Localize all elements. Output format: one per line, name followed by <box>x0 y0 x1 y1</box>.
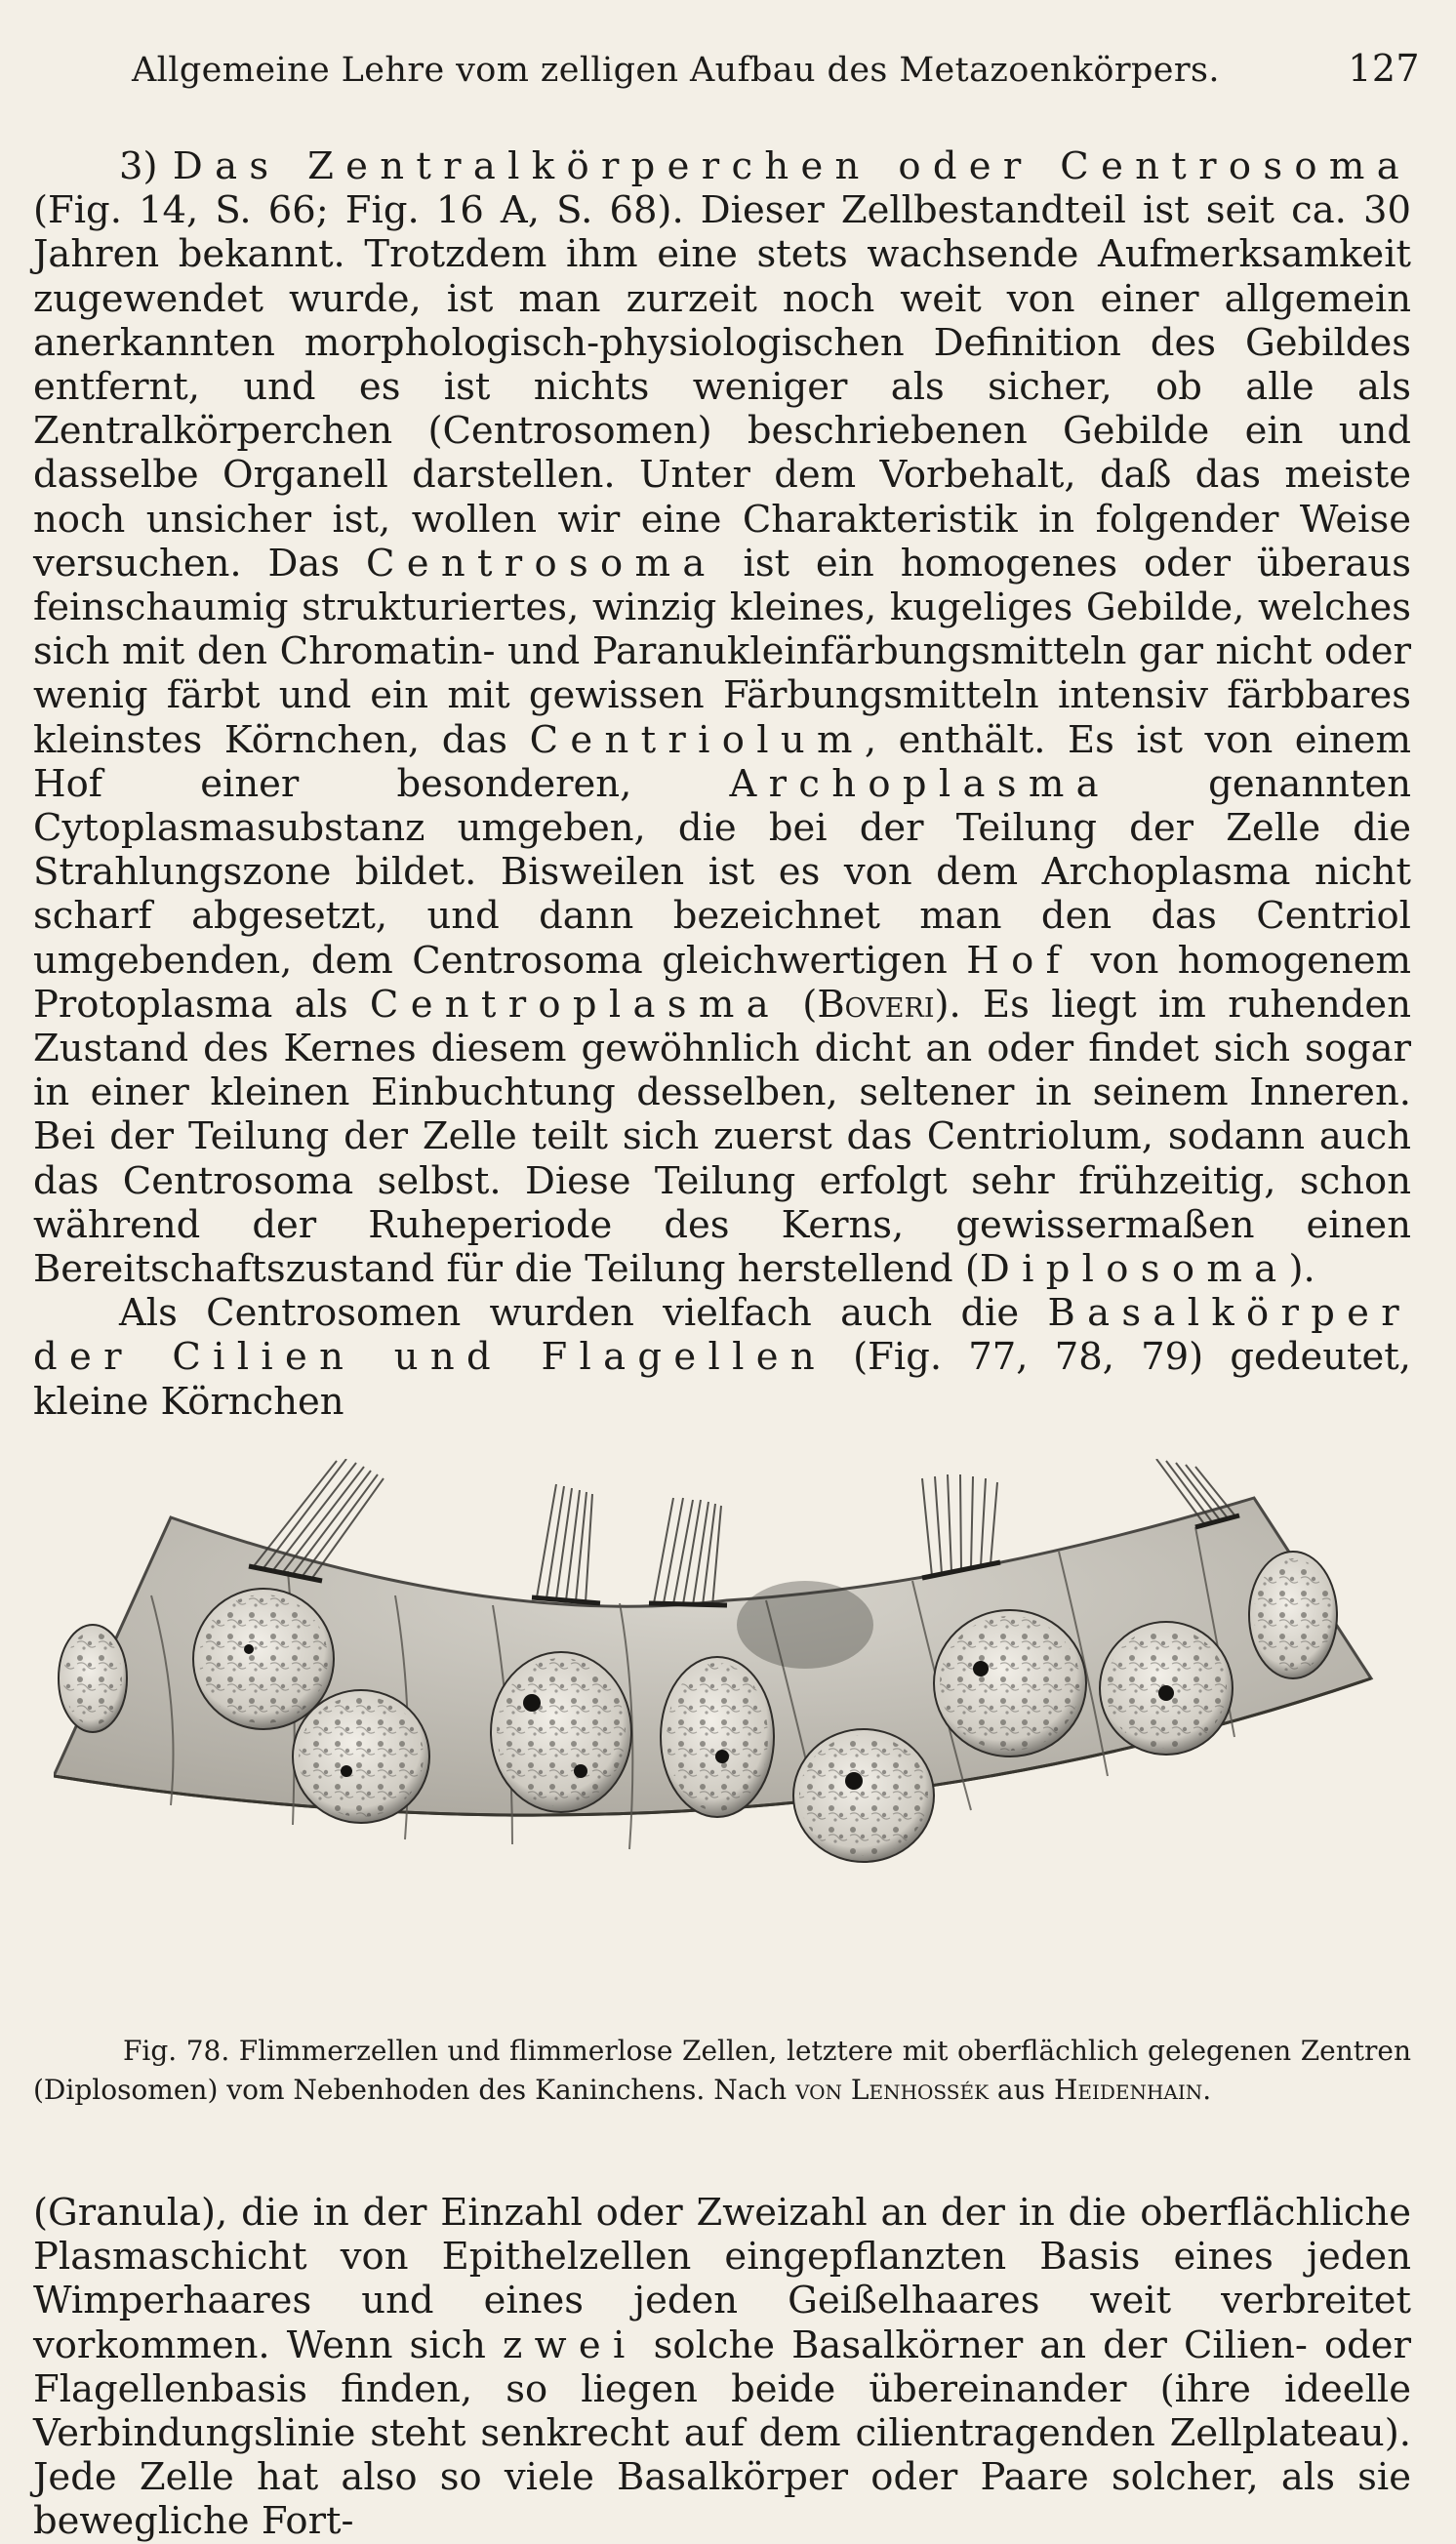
text-run: solche Basalkörner an der Cilien- oder Flagellenbasis finden, so liegen beide übereinander (ihre ideelle Verbindungslinie steht senkrecht auf dem cilientragenden Zellplateau). Jede Zelle hat also so viele Basalkörper oder Paare solcher, als sie bewegliche Fort- <box>33 2322 1411 2544</box>
page-number: 127 <box>1348 47 1420 90</box>
text-run: von homogenem Protoplasma als <box>33 938 1411 1027</box>
text-run: (Fig. 77, 78, 79) gedeutet, kleine Körnchen <box>33 1335 1411 1424</box>
text-run: genannten Cytoplasmasubstanz umgeben, die bei der Teilung der Zelle die Strahlungszone bildet. Bisweilen ist es von dem Archoplasma nicht scharf abgesetzt, und dann bezeichnet man den das Centriol umgebenden, dem Centrosoma gleichwertigen <box>33 761 1411 983</box>
spaced-term: Das Zentralkörperchen oder Centrosoma <box>172 144 1411 188</box>
paragraph-granula <box>33 2191 1411 2544</box>
spaced-term: Hof <box>966 938 1072 983</box>
caption-run: Fig. 78. Flimmerzellen und flimmerlose Zellen, letztere mit oberflächlich gelegenen Zentren (Diplosomen) vom Nebenhoden des Kaninchens. Nach <box>33 2035 1411 2106</box>
text-run: ). <box>1288 1247 1315 1292</box>
text-run: (Granula), die in der Einzahl oder Zweizahl an der in die oberflächliche Plasmaschicht von Epithelzellen eingepflanzten Basis eines jeden Wimperhaares und eines jeden Geißelhaares weit verbreitet vorkommen. Wenn sich <box>33 2191 1411 2367</box>
spaced-term: zwei <box>503 2322 637 2367</box>
spaced-term: Basalkörper der Cilien und Flagellen <box>33 1291 1411 1380</box>
running-title: Allgemeine Lehre vom zelligen Aufbau des Metazoenkörpers. <box>132 51 1220 90</box>
figure-caption <box>33 2032 1411 2110</box>
running-head <box>132 47 1420 90</box>
caption-text <box>33 2032 1411 2110</box>
text-run: (Fig. 14, S. 66; Fig. 16 A, S. 68). Dieser Zellbestandteil ist seit ca. 30 Jahren bekannt. Trotzdem ihm eine stets wachsende Aufmerksamkeit zugewendet wurde, ist man zurzeit noch weit von einer allgemein anerkannten morphologisch-physiologischen Definition des Gebildes entfernt, und es ist nichts weniger als sicher, ob alle als Zentralkörperchen (Centrosomen) beschriebenen Gebilde ein und dasselbe Organell darstellen. Unter dem Vorbehalt, daß das meiste noch unsicher ist, wollen wir eine Charakteristik in folgender Weise versuchen. Das <box>33 188 1411 586</box>
text-run: ist ein homogenes oder überaus feinschaumig strukturiertes, winzig kleines, kugeliges Gebilde, welches sich mit den Chromatin- und Paranukleinfärbungsmitteln gar nicht oder wenig färbt und ein mit gewissen Färbungsmitteln intensiv färbbares kleinstes Körnchen, das <box>33 541 1411 762</box>
spaced-term: Centrosoma <box>365 541 717 586</box>
caption-author: von Lenhossék <box>795 2074 990 2106</box>
body-text-top <box>33 144 1411 1424</box>
epithelium-drawing <box>54 1459 1381 2010</box>
spaced-term: Archoplasma <box>729 761 1111 806</box>
caption-run: aus <box>989 2074 1054 2106</box>
figure-78-illustration <box>54 1459 1381 2010</box>
author-name: Boveri <box>817 982 935 1027</box>
paragraph-basalkoerper <box>33 1291 1411 1424</box>
spaced-term: Centriolum <box>529 717 865 762</box>
text-run: Als Centrosomen wurden vielfach auch die <box>119 1291 1048 1336</box>
spaced-term: Centroplasma <box>369 982 781 1027</box>
spaced-term: Diplosoma <box>979 1247 1289 1292</box>
caption-run: . <box>1202 2074 1212 2106</box>
paragraph-centrosoma <box>33 144 1411 1291</box>
list-marker: 3) <box>119 144 173 188</box>
text-run: , enthält. Es ist von einem Hof einer besonderen, <box>33 717 1411 806</box>
body-text-bottom <box>33 2191 1411 2544</box>
text-run: ( <box>780 982 818 1027</box>
caption-author: Heidenhain <box>1053 2074 1203 2106</box>
text-run: ). Es liegt im ruhenden Zustand des Kernes diesem gewöhnlich dicht an oder findet sich sogar in einer kleinen Einbuchtung desselben, seltener in seinem Inneren. Bei der Teilung der Zelle teilt sich zuerst das Centriolum, sodann auch das Centrosoma selbst. Diese Teilung erfolgt sehr frühzeitig, schon während der Ruheperiode des Kerns, gewissermaßen einen Bereitschaftszustand für die Teilung herstellend ( <box>33 982 1411 1292</box>
